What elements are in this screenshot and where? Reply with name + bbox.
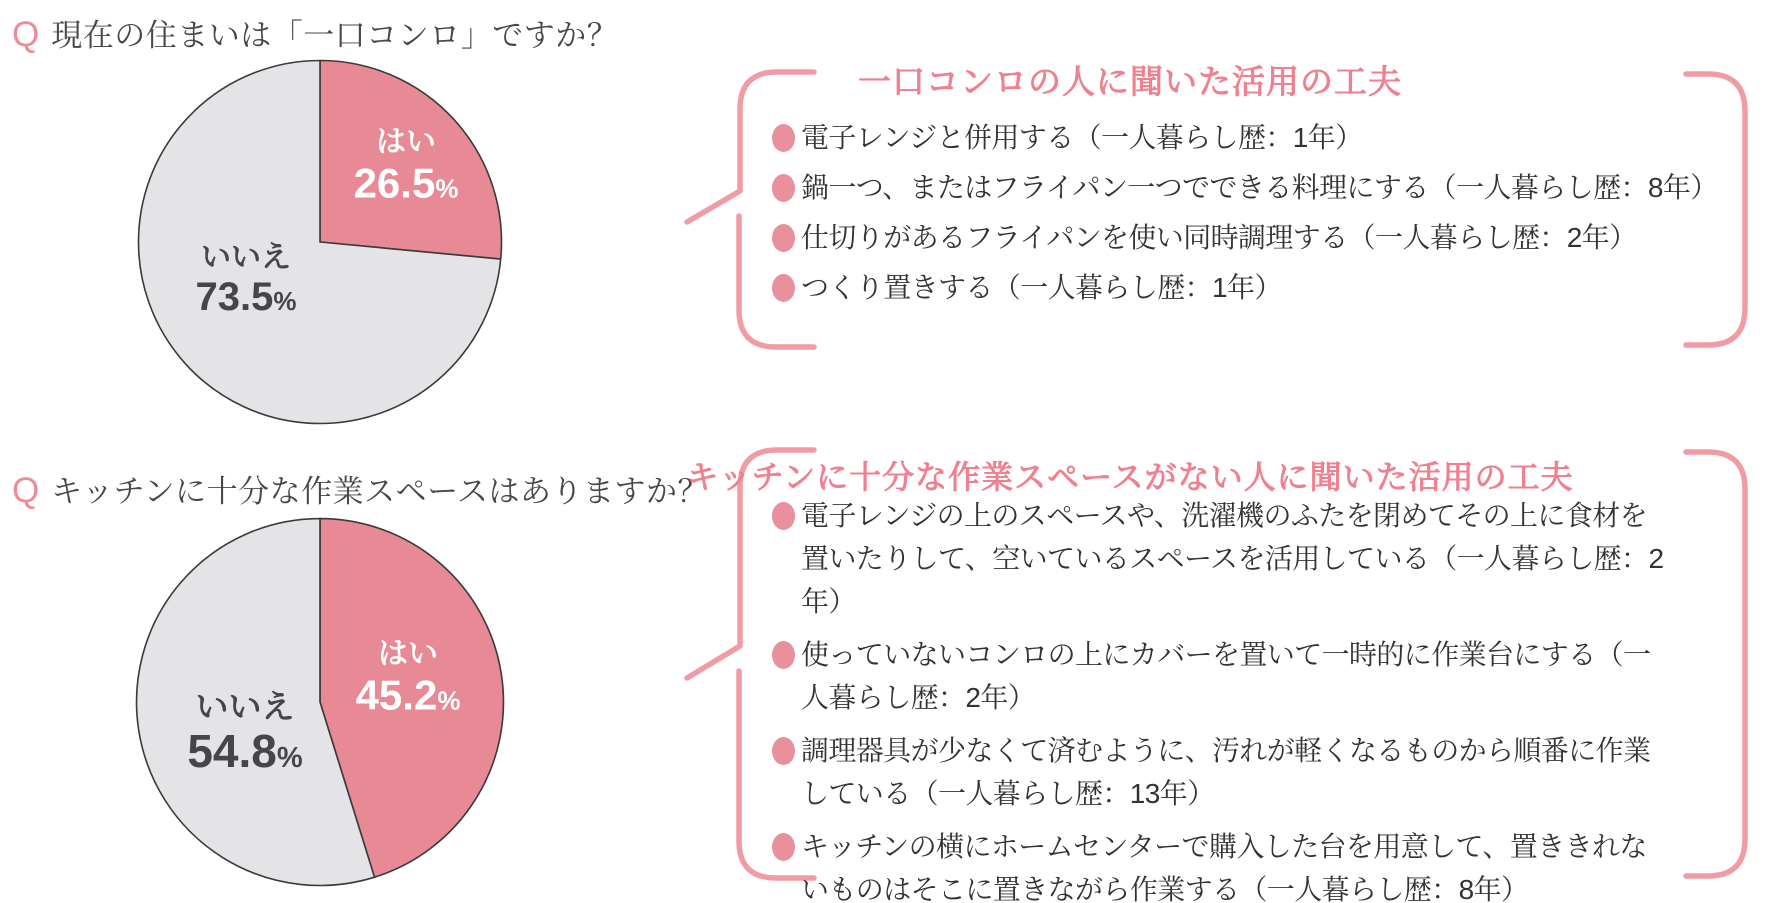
bullet-icon	[772, 833, 795, 861]
pie-1-yes-label	[354, 126, 459, 207]
tip-text: つくり置きする（一人暮らし歴：1年）	[801, 272, 1282, 303]
pie-1-yes-unit: %	[435, 173, 459, 204]
pie-1-no-label	[196, 241, 297, 319]
bullet-icon	[772, 641, 795, 669]
bullet-icon	[772, 737, 795, 765]
tip-item	[772, 633, 1667, 719]
pie-2-no-unit: %	[276, 741, 303, 774]
pie-2-no-label	[187, 689, 302, 777]
tip-text: 鍋一つ、またはフライパン一つでできる料理にする（一人暮らし歴：8年）	[801, 172, 1718, 203]
bullet-icon	[772, 502, 795, 530]
question-1	[12, 10, 618, 55]
pie-2-no-text: いいえ	[195, 687, 295, 725]
tip-item	[772, 729, 1667, 815]
pie-2-yes-label	[356, 638, 461, 719]
tips-box-2-right-bracket-icon	[1686, 452, 1745, 876]
tips-box-2-list	[772, 494, 1667, 903]
pie-2-yes-text: はい	[378, 637, 438, 671]
tip-item	[772, 494, 1667, 623]
tip-text: キッチンの横にホームセンターで購入した台を用意して、置ききれないものはそこに置きながら作業する（一人暮らし歴：8年）	[801, 831, 1647, 903]
pie-1-no-unit: %	[273, 285, 297, 316]
tip-text: 調理器具が少なくて済むように、汚れが軽くなるものから順番に作業している（一人暮らし歴：13年）	[801, 735, 1651, 809]
tip-item	[772, 825, 1667, 903]
tips-box-2-title: キッチンに十分な作業スペースがない人に聞いた活用の工夫	[686, 459, 1574, 495]
question-1-text: 現在の住まいは「一口コンロ」ですか？	[51, 18, 619, 53]
pie-2-yes-value: 45.2	[355, 671, 438, 719]
question-2-q-mark: Q	[12, 471, 40, 510]
question-2-text: キッチンに十分な作業スペースはありますか？	[51, 474, 710, 509]
tips-box-1-list	[772, 120, 1718, 320]
tip-item	[772, 270, 1718, 306]
tip-text: 使っていないコンロの上にカバーを置いて一時的に作業台にする（一人暮らし歴：2年）	[801, 639, 1651, 713]
tip-item	[772, 220, 1718, 256]
tip-text: 電子レンジと併用する（一人暮らし歴：1年）	[801, 122, 1363, 153]
bullet-icon	[772, 174, 795, 202]
pie-2-yes-unit: %	[437, 685, 461, 716]
pie-chart-1	[136, 58, 504, 426]
tip-item	[772, 120, 1718, 156]
tip-text: 電子レンジの上のスペースや、洗濯機のふたを閉めてその上に食材を置いたりして、空いているスペースを活用している（一人暮らし歴：2年）	[801, 500, 1664, 617]
bullet-icon	[772, 274, 795, 302]
pie-1-yes-text: はい	[376, 125, 436, 159]
pie-1-no-value: 73.5	[195, 274, 274, 319]
tips-box-1-title: 一口コンロの人に聞いた活用の工夫	[858, 63, 1402, 100]
pie-1-yes-value: 26.5	[353, 159, 436, 207]
bullet-icon	[772, 124, 795, 152]
bullet-icon	[772, 224, 795, 252]
question-1-q-mark: Q	[12, 15, 40, 54]
tip-item	[772, 170, 1718, 206]
pie-2-no-value: 54.8	[187, 724, 277, 777]
pie-chart-1-svg	[136, 58, 504, 426]
question-2	[12, 466, 709, 511]
pie-1-no-text: いいえ	[200, 240, 291, 274]
tip-text: 仕切りがあるフライパンを使い同時調理する（一人暮らし歴：2年）	[801, 222, 1637, 253]
